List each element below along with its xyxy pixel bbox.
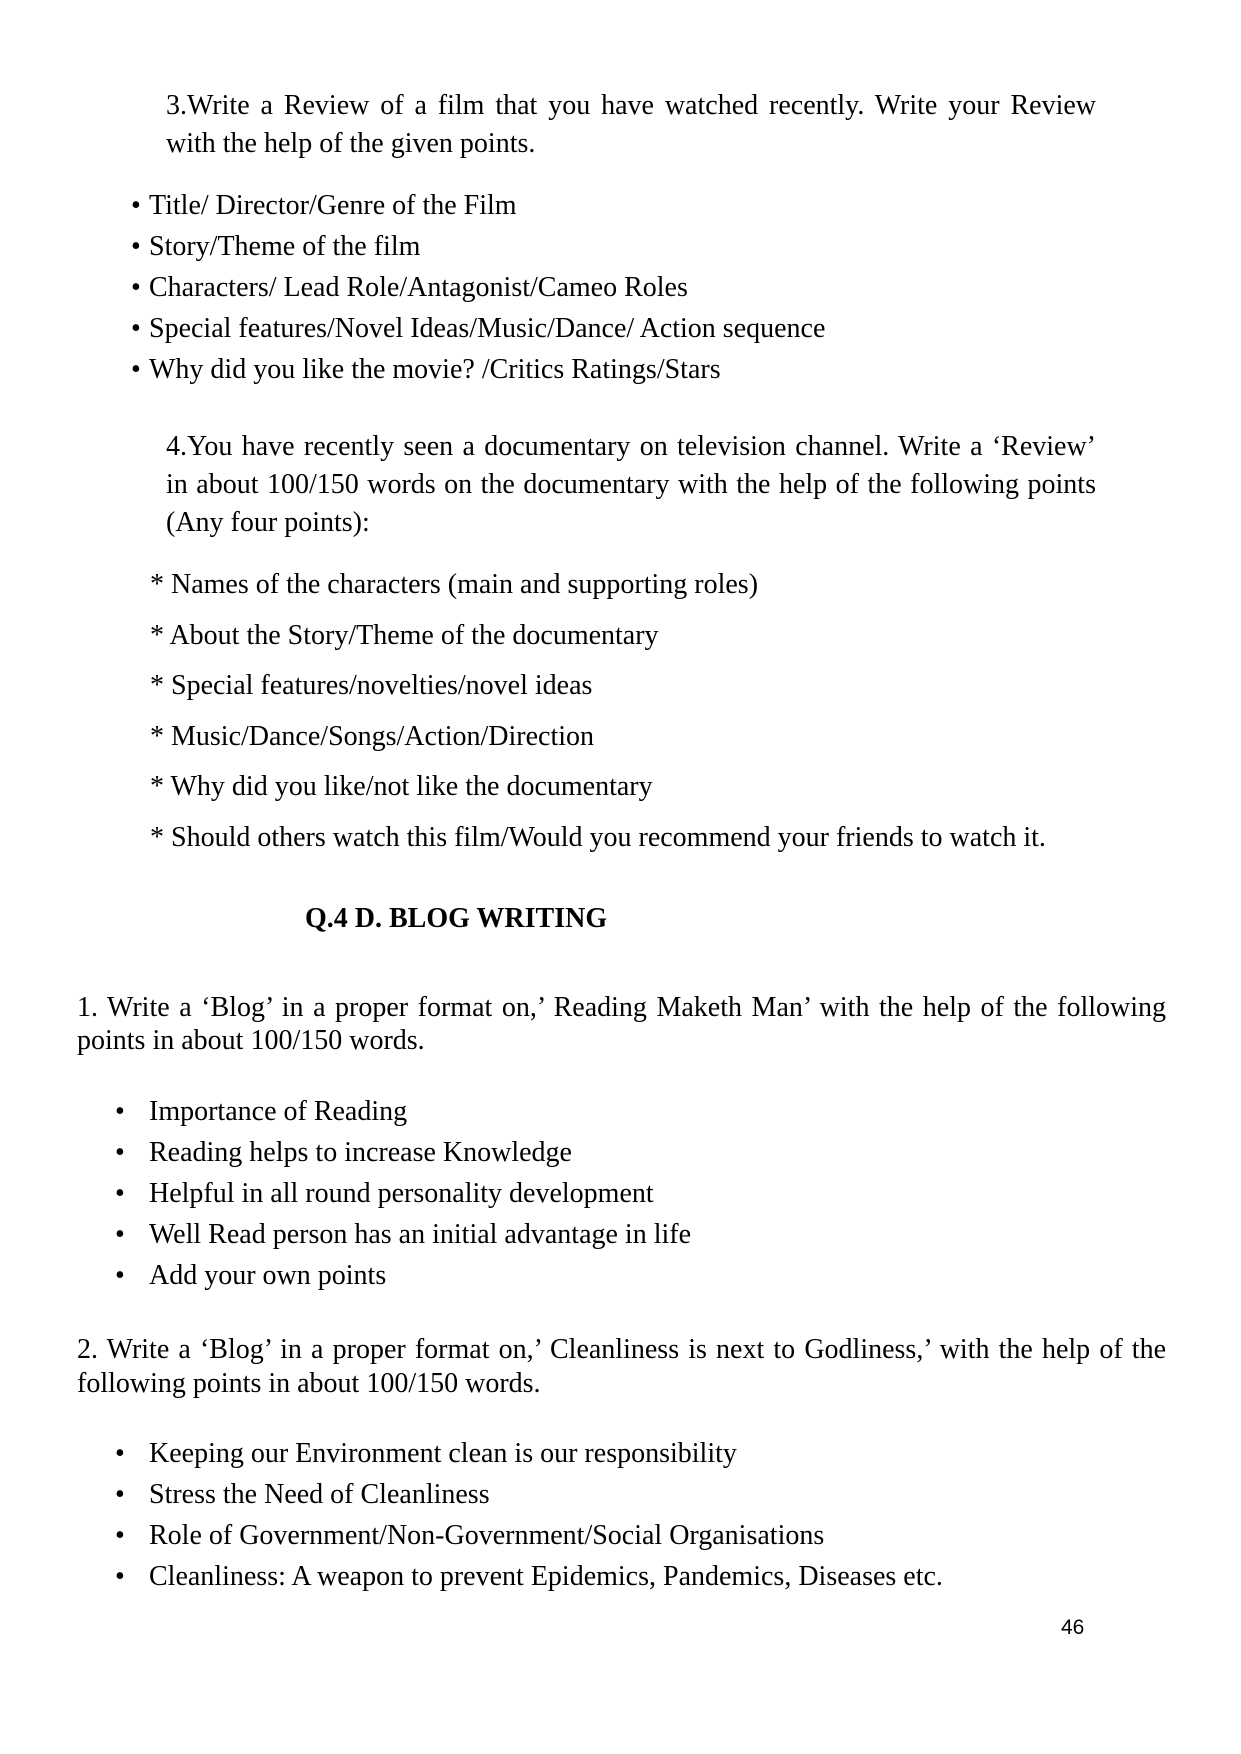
list-item: • Cleanliness: A weapon to prevent Epidemics, Pandemics, Diseases etc. bbox=[115, 1556, 1115, 1597]
blog-question-1-points bbox=[115, 1091, 1115, 1296]
bullet-icon: • bbox=[131, 354, 141, 385]
question-3-points bbox=[131, 185, 1031, 390]
question-3-text: 3.Write a Review of a film that you have watched recently. Write your Review with the help of the given points. bbox=[166, 90, 1096, 159]
list-item: • Well Read person has an initial advantage in life bbox=[115, 1214, 1115, 1255]
list-item: • Characters/ Lead Role/Antagonist/Cameo Roles bbox=[131, 267, 1031, 308]
list-item: • Stress the Need of Cleanliness bbox=[115, 1474, 1115, 1515]
list-item: * Music/Dance/Songs/Action/Direction bbox=[150, 720, 595, 752]
question-4-text: 4.You have recently seen a documentary on television channel. Write a ‘Review’ in about 100/150 words on the documentary with the help of the following points (Any four points): bbox=[166, 431, 1096, 538]
list-item: * About the Story/Theme of the documentary bbox=[150, 619, 659, 651]
list-item: • Add your own points bbox=[115, 1255, 1115, 1296]
list-item: • Role of Government/Non-Government/Social Organisations bbox=[115, 1515, 1115, 1556]
bullet-icon: • bbox=[115, 1561, 125, 1592]
list-item: * Why did you like/not like the documentary bbox=[150, 771, 653, 802]
page-number: 46 bbox=[1061, 1616, 1085, 1639]
bullet-icon: • bbox=[115, 1520, 125, 1551]
blog-question-2-text: 2. Write a ‘Blog’ in a proper format on,’ Cleanliness is next to Godliness,’ with the help of the following points in about 100/150 words. bbox=[77, 1334, 1166, 1399]
list-item: • Special features/Novel Ideas/Music/Dance/ Action sequence bbox=[131, 308, 1031, 349]
list-item: • Keeping our Environment clean is our responsibility bbox=[115, 1433, 1115, 1474]
bullet-icon: • bbox=[131, 190, 141, 221]
bullet-icon: • bbox=[115, 1438, 125, 1469]
bullet-icon: • bbox=[115, 1096, 125, 1127]
list-item: • Helpful in all round personality development bbox=[115, 1173, 1115, 1214]
bullet-icon: • bbox=[115, 1219, 125, 1250]
blog-question-1-text: 1. Write a ‘Blog’ in a proper format on,’ Reading Maketh Man’ with the help of the following points in about 100/150 words. bbox=[77, 992, 1166, 1056]
list-item: • Story/Theme of the film bbox=[131, 226, 1031, 267]
list-item: * Special features/novelties/novel ideas bbox=[150, 670, 593, 701]
bullet-icon: • bbox=[115, 1260, 125, 1291]
question-4-points bbox=[150, 560, 1110, 863]
list-item: • Importance of Reading bbox=[115, 1091, 1115, 1132]
bullet-icon: • bbox=[131, 231, 141, 262]
bullet-icon: • bbox=[115, 1137, 125, 1168]
bullet-icon: • bbox=[115, 1479, 125, 1510]
list-item: • Reading helps to increase Knowledge bbox=[115, 1132, 1115, 1173]
list-item: * Names of the characters (main and supporting roles) bbox=[150, 569, 759, 600]
list-item: * Should others watch this film/Would you recommend your friends to watch it. bbox=[150, 821, 1046, 853]
bullet-icon: • bbox=[131, 272, 141, 303]
bullet-icon: • bbox=[131, 313, 141, 344]
section-heading: Q.4 D. BLOG WRITING bbox=[305, 903, 608, 934]
blog-question-2-points bbox=[115, 1433, 1115, 1597]
list-item: • Title/ Director/Genre of the Film bbox=[131, 185, 1031, 226]
list-item: • Why did you like the movie? /Critics Ratings/Stars bbox=[131, 349, 1031, 390]
bullet-icon: • bbox=[115, 1178, 125, 1209]
